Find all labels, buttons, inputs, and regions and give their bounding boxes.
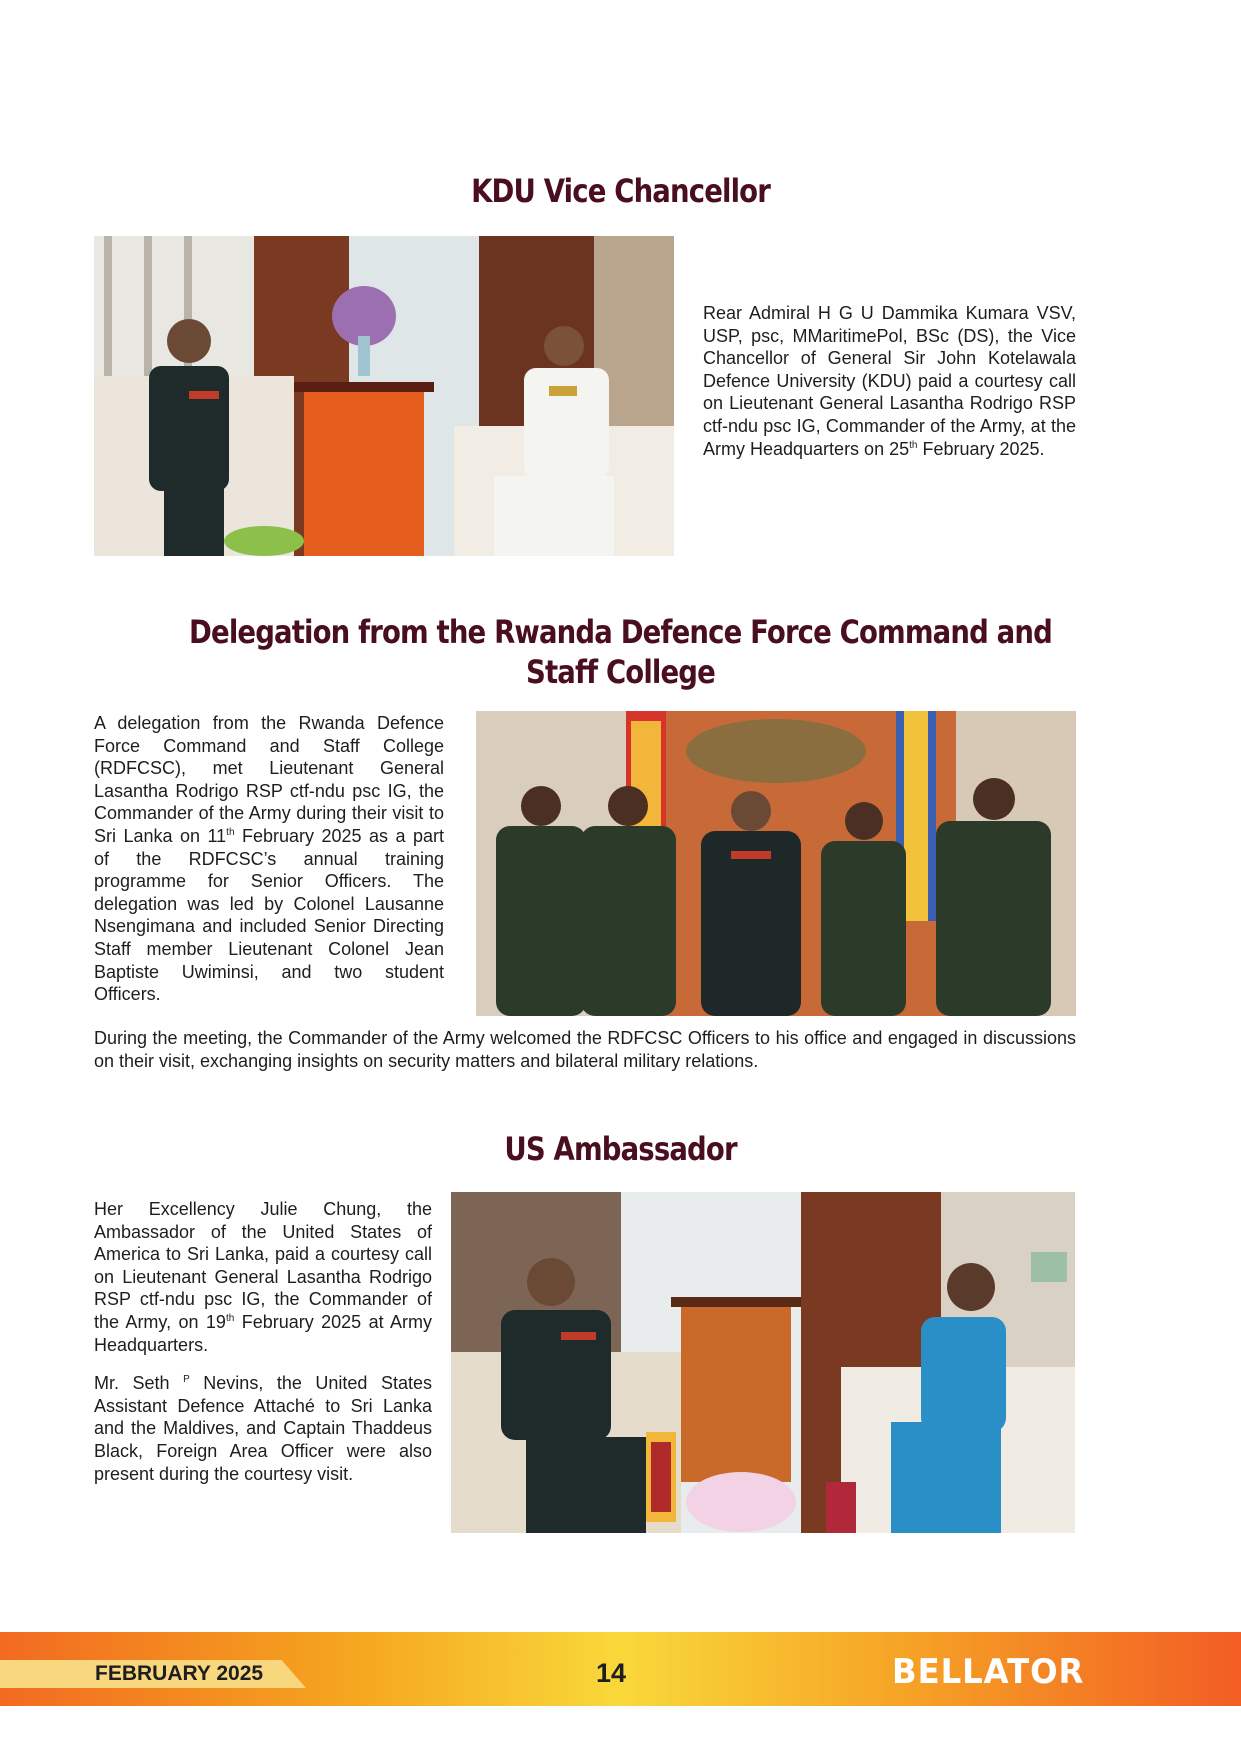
rwanda-closing-paragraph: During the meeting, the Commander of the Army welcomed the RDFCSC Officers to his office and engaged in discussions on their visit, exchanging insights on security matters and bilateral military relations.	[94, 1028, 1076, 1071]
footer-issue-date: FEBRUARY 2025	[95, 1662, 264, 1685]
rwanda-delegation-photo	[476, 711, 1076, 1016]
kdu-description: Rear Admiral H G U Dammika Kumara VSV, USP, psc, MMaritimePol, BSc (DS), the Vice Chancellor of General Sir John Kotelawala Defence University (KDU) paid a courtesy call on Lieutenant General Lasantha Rodrigo RSP ctf-ndu psc IG, Commander of the Army, at the Army Headquarters on 25th February 2025.	[703, 303, 1076, 459]
us-section-title: US Ambassador	[504, 1130, 737, 1168]
rwanda-description: A delegation from the Rwanda Defence Force Command and Staff College (RDFCSC), met Lieutenant General Lasantha Rodrigo RSP ctf-ndu psc IG, the Commander of the Army during their visit to Sri Lanka on 11th February 2025 as a part of the RDFCSC’s annual training programme for Senior Officers. The delegation was led by Colonel Lausanne Nsengimana and included Senior Directing Staff member Lieutenant Colonel Jean Baptiste Uwiminsi, and two student Officers.	[94, 713, 444, 1005]
kdu-courtesy-call-photo	[94, 236, 674, 556]
us-description: Her Excellency Julie Chung, the Ambassador of the United States of America to Sri Lanka, paid a courtesy call on Lieutenant General Lasantha Rodrigo RSP ctf-ndu psc IG, the Commander of the Army, on 19th February 2025 at Army Headquarters. Mr. Seth $^P$ Nevins, the United States Assistant Defence Attaché to Sri Lanka and the Maldives, and Captain Thaddeus Black, Foreign Area Officer were also present during the courtesy visit.	[94, 1199, 432, 1484]
rwanda-section-title: Delegation from the Rwanda Defence Force Command and Staff College	[189, 613, 1052, 691]
page-footer	[0, 1632, 1241, 1706]
us-ambassador-photo	[451, 1192, 1075, 1533]
page-number: 14	[596, 1658, 627, 1688]
bellator-logo: BELLATOR	[892, 1652, 1085, 1692]
kdu-section-title: KDU Vice Chancellor	[471, 172, 770, 210]
